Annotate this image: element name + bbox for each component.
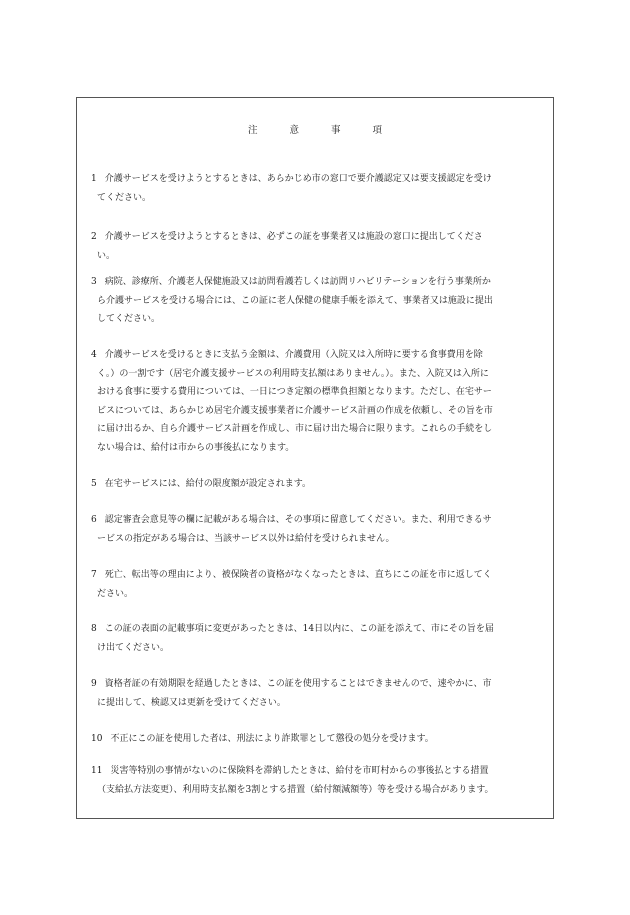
notice-item-text: してください。 bbox=[97, 314, 161, 324]
notice-frame bbox=[76, 97, 554, 819]
notice-item-text: 災害等特別の事情がないのに保険料を滞納したときは、給付を市町村からの事後払とする措置 bbox=[110, 766, 489, 776]
notice-item-number: 8 bbox=[91, 624, 97, 634]
notice-item-number: 5 bbox=[91, 479, 97, 489]
notice-item bbox=[91, 346, 539, 457]
notice-item-text: 死亡、転出等の理由により、被保険者の資格がなくなったときは、直ちにこの証を市に返してく bbox=[104, 570, 492, 580]
notice-item-line bbox=[91, 694, 539, 713]
notice-item-text: 介護サービスを受けるときに支払う金額は、介護費用（入院又は入所時に要する食事費用を除 bbox=[104, 350, 483, 360]
title-char: 意 bbox=[289, 125, 299, 136]
notice-item-number: 1 bbox=[91, 174, 97, 184]
notice-item bbox=[91, 730, 539, 749]
notice-item-first-line bbox=[91, 228, 539, 247]
title-char: 事 bbox=[331, 125, 341, 136]
notice-item bbox=[91, 566, 539, 603]
notice-item-first-line bbox=[91, 273, 539, 292]
title-char: 項 bbox=[372, 125, 383, 136]
notice-item-first-line bbox=[91, 475, 539, 494]
notice-item-line bbox=[91, 310, 539, 329]
notice-item-first-line bbox=[91, 566, 539, 585]
notice-item-first-line bbox=[91, 730, 539, 749]
notice-item-line bbox=[91, 292, 539, 311]
notice-item-text: この証の表面の記載事項に変更があったときは、14日以内に、この証を添えて、市にその旨を届 bbox=[104, 624, 494, 634]
notice-item-text: に届け出るか、自ら介護サービス計画を作成し、市に届け出た場合に限ります。これらの手続をし bbox=[97, 424, 493, 434]
notice-item bbox=[91, 675, 539, 712]
notice-item bbox=[91, 170, 539, 207]
notice-item bbox=[91, 762, 539, 799]
notice-item bbox=[91, 273, 539, 329]
notice-item bbox=[91, 620, 539, 657]
title-char: 注 bbox=[247, 125, 258, 136]
notice-item-text: 介護サービスを受けようとするときは、あらかじめ市の窓口で要介護認定又は要支援認定を受け bbox=[104, 174, 492, 184]
notice-item-line bbox=[91, 420, 539, 439]
notice-item bbox=[91, 475, 539, 494]
notice-item-line bbox=[91, 402, 539, 421]
notice-item-text: ビスについては、あらかじめ居宅介護支援事業者に介護サービス計画の作成を依頼し、その旨を市 bbox=[97, 405, 493, 416]
notice-item bbox=[91, 511, 539, 548]
notice-item-number: 11 bbox=[91, 766, 103, 776]
notice-item-text: く。）の一割です（居宅介護支援サービスの利用時支払額はありません。）。また、入院又は入所に bbox=[97, 368, 489, 379]
notice-item-first-line bbox=[91, 762, 539, 781]
notice-item-text: に提出して、検認又は更新を受けてください。 bbox=[97, 697, 286, 708]
notice-item-text: 介護サービスを受けようとするときは、必ずこの証を事業者又は施設の窓口に提出してくださ bbox=[104, 232, 483, 242]
notice-item-line bbox=[91, 585, 539, 604]
notice-item-text: ない場合は、給付は市からの事後払になります。 bbox=[97, 442, 295, 453]
notice-item-number: 3 bbox=[91, 277, 97, 287]
notice-item-line bbox=[91, 439, 539, 458]
notice-item-line bbox=[91, 365, 539, 384]
page-title bbox=[77, 122, 553, 136]
notice-item-text: 資格者証の有効期限を経過したときは、この証を使用することはできませんので、速やかに、市 bbox=[104, 679, 492, 689]
notice-item-number: 4 bbox=[91, 350, 97, 360]
notice-item-line bbox=[91, 530, 539, 549]
notice-item bbox=[91, 228, 539, 265]
notice-item-text: 在宅サービスには、給付の限度額が設定されます。 bbox=[104, 479, 312, 489]
notice-item-first-line bbox=[91, 620, 539, 639]
notice-item-text: てください。 bbox=[97, 192, 152, 203]
notice-item-first-line bbox=[91, 346, 539, 365]
notice-item-number: 6 bbox=[91, 515, 97, 525]
notice-item-text: ービスの指定がある場合は、当該サービス以外は給付を受けられません。 bbox=[97, 533, 395, 544]
notice-item-text: 認定審査会意見等の欄に記載がある場合は、その事項に留意してください。また、利用できるサ bbox=[104, 515, 492, 525]
notice-item-line bbox=[91, 639, 539, 658]
notice-item-text: 病院、診療所、介護老人保健施設又は訪問看護若しくは訪問リハビリテーションを行う事業所か bbox=[104, 277, 491, 287]
notice-item-line bbox=[91, 383, 539, 402]
notice-item-first-line bbox=[91, 675, 539, 694]
notice-item-text: け出てください。 bbox=[97, 642, 170, 653]
notice-item-text: 不正にこの証を使用した者は、刑法により詐欺罪として懲役の処分を受けます。 bbox=[110, 734, 434, 744]
notice-item-text: おける食事に要する費用については、一日につき定額の標準負担額となります。ただし、在宅サー bbox=[97, 387, 492, 397]
notice-item-number: 10 bbox=[91, 734, 103, 744]
notice-item-line bbox=[91, 247, 539, 266]
notice-item-first-line bbox=[91, 170, 539, 189]
notice-item-number: 2 bbox=[91, 232, 97, 242]
notice-item-text: ら介護サービスを受ける場合には、この証に老人保健の健康手帳を添えて、事業者又は施設に提出 bbox=[97, 295, 493, 306]
notice-item-text: （支給払方法変更）、利用時支払額を3割とする措置（給付額減額等）等を受ける場合があります。 bbox=[97, 784, 494, 795]
notice-item-line bbox=[91, 189, 539, 208]
notice-item-first-line bbox=[91, 511, 539, 530]
notice-item-text: い。 bbox=[97, 250, 116, 261]
notice-item-line bbox=[91, 781, 539, 800]
notice-item-number: 7 bbox=[91, 570, 97, 580]
notice-item-text: ださい。 bbox=[97, 588, 134, 599]
notice-item-number: 9 bbox=[91, 679, 97, 689]
